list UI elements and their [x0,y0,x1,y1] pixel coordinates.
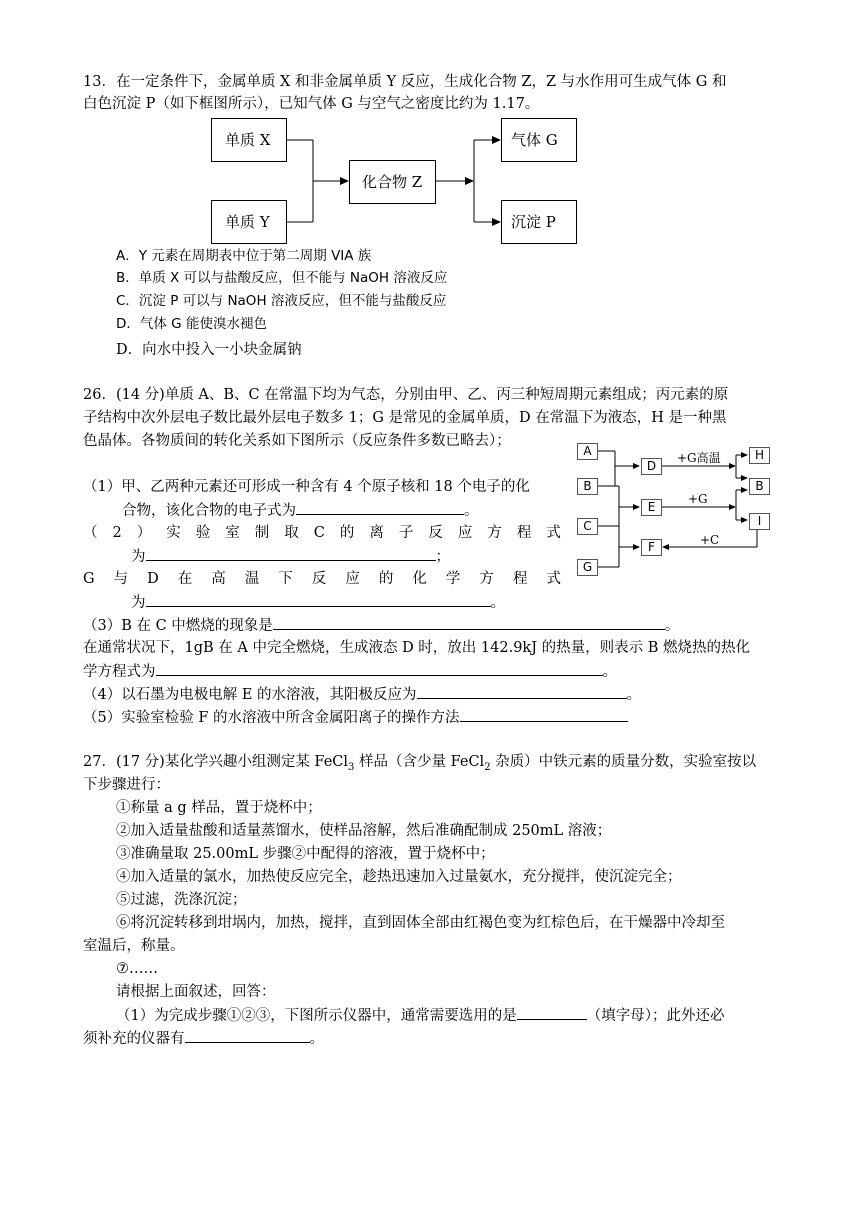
q27-step-5: ⑤过滤，洗涤沉淀； [116,892,247,908]
char: 程 [516,525,532,541]
q26-node-b2: B [749,478,770,495]
q27-step-2: ②加入适量盐酸和适量蒸馏水，使样品溶解，然后准确配制成 250mL 溶液； [116,823,612,839]
q26-label-plus-c: +C [700,533,720,547]
period: 。 [464,503,479,519]
q26-node-g: G [577,559,598,576]
q27-step-1: ①称量 a g 样品，置于烧杯中； [116,800,322,816]
q26-node-d: D [641,458,662,475]
q26-part3-line1 [83,615,679,636]
q27-step-3: ③准确量取 25.00mL 步骤②中配得的溶液，置于烧杯中； [116,846,495,862]
q13-box-g-label: 气体 G [511,131,558,149]
q13-option-d[interactable]: D．气体 G 能使溴水褪色 [116,316,267,332]
char: 室 [225,525,240,541]
q26-node-e: E [641,499,662,516]
q26-part3-line2: 在通常状况下，1gB 在 A 中完全燃烧，生成液态 D 时，放出 142.9kJ 的热量，则表示 B 燃烧热的热化 [83,640,751,656]
label: 须补充的仪器有 [83,1031,185,1047]
char: 学 [445,571,461,587]
q27-step-6: ⑥将沉淀转移到坩埚内，加热，搅拌，直到固体全部由红褐色变为红棕色后，在干燥器中冷却至 [116,915,725,931]
q26-part4-text: （4）以石墨为电极电解 E 的水溶液，其阳极反应为 [83,687,417,703]
q13-option-a[interactable]: A．Y 元素在周期表中位于第二周期 VIA 族 [116,248,372,264]
period: 。 [626,687,642,703]
answer-blank[interactable] [185,1028,310,1043]
q13-option-b[interactable]: B．单质 X 可以与盐酸反应，但不能与 NaOH 溶液反应 [116,270,448,286]
char: 离 [369,525,384,541]
q26-node-b: B [577,478,598,495]
char: 在 [177,571,193,587]
char: 式 [546,525,561,541]
q27-step-4: ④加入适量的氯水，加热使反应完全，趁热迅速加入过量氨水，充分搅拌，使沉淀完全； [116,869,682,885]
q26-part1-text: 合物，该化合物的电子式为 [122,503,296,519]
char: C [313,525,325,541]
q27-part1-text2: （填字母）；此外还必 [586,1008,725,1024]
subscript: 2 [484,761,491,773]
answer-blank[interactable] [146,592,491,607]
q26-part1-line2 [122,500,479,521]
q26-node-c: C [577,518,598,535]
char: （ [83,525,98,541]
answer-blank[interactable] [146,546,436,561]
q27-stem-line2: 下步骤进行： [83,777,170,793]
period: 。 [664,618,680,634]
q13-stem-line1: 13．在一定条件下，金属单质 X 和非金属单质 Y 反应，生成化合物 Z，Z 与水作用可生成气体 G 和 [83,74,727,90]
q26-node-a: A [577,443,598,460]
answer-blank[interactable] [417,684,627,699]
q26-part5-text: （5）实验室检验 F 的水溶液中所含金属阳离子的操作方法 [83,710,460,726]
q27-ask: 请根据上面叙述，回答： [116,984,276,1000]
text: 杂质）中铁元素的质量分数，实验室按以 [490,754,757,770]
q27-part1-line1 [116,1005,724,1026]
q13-box-p-label: 沉淀 P [511,213,556,231]
char: 高 [211,571,226,587]
char: 的 [339,525,355,541]
char: D [147,571,159,587]
answer-blank[interactable] [273,615,665,630]
char: 化 [412,571,427,587]
char: 下 [278,571,293,587]
q13-option-d-extra[interactable]: D．向水中投入一小块金属钠 [116,342,302,358]
q26-stem-line1: 26．(14 分)单质 A、B、C 在常温下均为气态，分别由甲、乙、丙三种短周期元素组成；丙元素的原 [83,387,729,403]
q26-label-plus-g: +G [688,492,708,506]
label: 为 [131,549,146,565]
q26-node-h: H [749,447,770,464]
q26-part1-line1: （1）甲、乙两种元素还可形成一种含有 4 个原子核和 18 个电子的化 [83,479,530,495]
period: 。 [490,595,505,611]
char: 2 [112,525,122,541]
answer-blank[interactable] [156,661,603,676]
text: 样品（含少量 FeCl [354,754,485,770]
q27-step-7: ⑦…… [116,961,158,977]
q26-stem-line2: 子结构中次外层电子数比最外层电子数多 1；G 是常见的金属单质，D 在常温下为液态，H 是一种黑 [83,410,727,426]
period: 。 [309,1031,324,1047]
char: 方 [479,571,494,587]
char: 与 [113,571,129,587]
q27-part1-text: （1）为完成步骤①②③，下图所示仪器中，通常需要选用的是 [116,1008,517,1024]
q26-part2-line4 [131,592,505,613]
q26-node-f: F [641,539,662,556]
char: 方 [487,525,502,541]
char: 应 [345,571,360,587]
q26-part2-line2 [131,546,450,567]
q13-stem-line2: 白色沉淀 P（如下框图所示），已知气体 G 与空气之密度比约为 1.17。 [83,96,540,112]
char: 温 [244,571,260,587]
q26-part2-line3 [83,569,561,589]
answer-blank[interactable] [296,500,464,515]
char: 子 [398,525,414,541]
q26-part4 [83,684,641,705]
q13-box-y-label: 单质 Y [225,213,270,231]
char: 制 [254,525,270,541]
char: ） [136,525,152,541]
char: 实 [166,525,181,541]
text: 27．(17 分)某化学兴趣小组测定某 FeCl [83,754,349,770]
char: 程 [512,571,528,587]
q27-part1-line2 [83,1028,324,1049]
q26-part3-text: （3）B 在 C 中燃烧的现象是 [83,618,273,634]
q26-part5 [83,707,628,728]
q26-part2-line1 [83,523,561,543]
q13-box-x-label: 单质 X [225,131,271,149]
q26-label-g-high-temp: +G高温 [677,451,721,465]
label: 为 [131,595,146,611]
q26-stem-line3: 色晶体。各物质间的转化关系如下图所示（反应条件多数已略去）； [83,433,511,449]
q27-stem-line1 [83,752,756,778]
char: 反 [311,571,327,587]
label: 学方程式为 [83,664,156,680]
char: 的 [378,571,394,587]
q13-option-c[interactable]: C．沉淀 P 可以与 NaOH 溶液反应，但不能与盐酸反应 [116,293,447,309]
semicolon: ； [435,549,450,565]
char: 验 [195,525,211,541]
char: 反 [428,525,443,541]
char: 取 [284,525,299,541]
q13-box-z-label: 化合物 Z [362,173,423,191]
q26-part3-line3 [83,661,617,682]
char: 式 [546,571,561,587]
char: G [83,571,95,587]
answer-blank[interactable] [517,1005,587,1020]
answer-blank[interactable] [460,707,628,722]
q26-node-i: I [749,513,770,530]
q27-step-6-cont: 室温后，称量。 [83,938,185,954]
subscript: 3 [348,761,355,773]
period: 。 [602,664,617,680]
char: 应 [457,525,473,541]
